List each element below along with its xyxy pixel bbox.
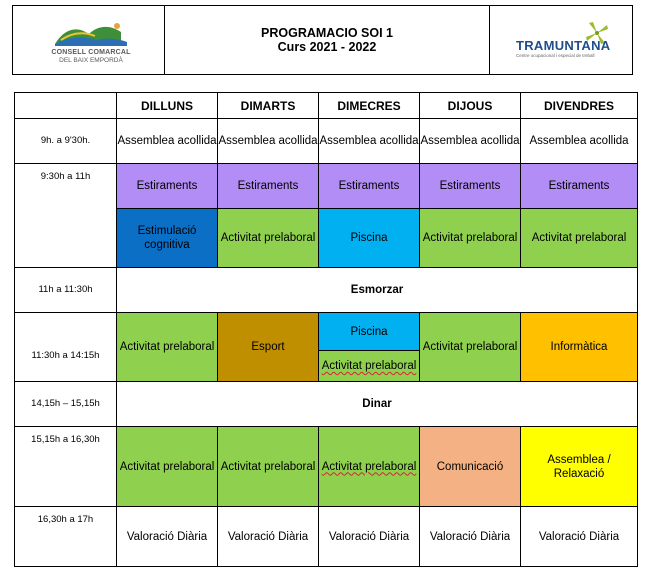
activity-cell: Assemblea acollida	[319, 119, 420, 164]
days-header-row	[15, 93, 638, 119]
page-title: PROGRAMACIO SOI 1	[261, 26, 393, 40]
day-header: DIMARTS	[218, 93, 319, 119]
activity-cell	[117, 209, 218, 268]
consell-comarcal-logo	[51, 18, 131, 66]
activity-label: Activitat prelaboral	[321, 460, 417, 473]
activity-label: Assemblea / Relaxació	[547, 453, 611, 480]
activity-cell: Valoració Diària	[521, 507, 638, 567]
activity-cell: Valoració Diària	[420, 507, 521, 567]
activity-cell	[521, 427, 638, 507]
break-cell: Dinar	[117, 382, 638, 427]
activity-cell: Activitat prelaboral	[117, 427, 218, 507]
activity-cell: Estiraments	[521, 164, 638, 209]
activity-cell: Esport	[218, 313, 319, 382]
activity-cell: Activitat prelaboral	[218, 427, 319, 507]
row-esmorzar	[15, 268, 638, 313]
landscape-logo-icon	[51, 18, 131, 50]
activity-cell: Estiraments	[117, 164, 218, 209]
activity-cell: Activitat prelaboral	[218, 209, 319, 268]
time-slot: 11:30h a 14:15h	[15, 313, 117, 382]
logo-right-name: TRAMUNTANA	[516, 38, 611, 53]
tramuntana-logo	[516, 20, 616, 64]
activity-cell: Piscina	[319, 209, 420, 268]
time-slot: 15,15h a 16,30h	[15, 427, 117, 507]
activity-cell: Assemblea acollida	[117, 119, 218, 164]
time-slot: 16,30h a 17h	[15, 507, 117, 567]
activity-cell: Estiraments	[420, 164, 521, 209]
activity-cell: Assemblea acollida	[521, 119, 638, 164]
activity-cell: Activitat prelaboral	[420, 209, 521, 268]
split-cell	[319, 313, 420, 382]
logo-cell-left	[13, 6, 165, 74]
activity-label: Activitat prelaboral	[321, 360, 417, 372]
activity-cell: Informàtica	[521, 313, 638, 382]
activity-cell	[319, 427, 420, 507]
logo-right-tagline: Centre ocupacional i especial de treball	[516, 53, 595, 58]
logo-left-line1: CONSELL COMARCAL	[51, 49, 131, 56]
activity-cell: Valoració Diària	[319, 507, 420, 567]
row-estiraments	[15, 164, 638, 209]
document-header	[12, 5, 633, 75]
time-slot: 11h a 11:30h	[15, 268, 117, 313]
schedule-table	[14, 92, 638, 567]
time-slot: 9h. a 9'30h.	[15, 119, 117, 164]
logo-cell-right	[490, 6, 632, 74]
activity-label: Estimulació cognitiva	[137, 225, 197, 251]
day-header: DILLUNS	[117, 93, 218, 119]
corner-cell	[15, 93, 117, 119]
day-header: DIVENDRES	[521, 93, 638, 119]
activity-cell: Assemblea acollida	[420, 119, 521, 164]
row-valoracio	[15, 507, 638, 567]
activity-cell: Valoració Diària	[117, 507, 218, 567]
activity-cell: Activitat prelaboral	[117, 313, 218, 382]
time-slot: 9:30h a 11h	[15, 164, 117, 268]
activity-cell: Assemblea acollida	[218, 119, 319, 164]
activity-cell	[319, 351, 419, 381]
row-dinar	[15, 382, 638, 427]
logo-left-line2: DEL BAIX EMPORDÀ	[59, 57, 123, 64]
activity-cell: Estiraments	[218, 164, 319, 209]
page-subtitle: Curs 2021 - 2022	[277, 40, 377, 54]
row-migdia	[15, 313, 638, 382]
row-assemblea	[15, 119, 638, 164]
title-cell	[165, 6, 490, 74]
activity-cell: Activitat prelaboral	[521, 209, 638, 268]
break-cell: Esmorzar	[117, 268, 638, 313]
activity-cell: Piscina	[319, 313, 419, 351]
activity-cell: Comunicació	[420, 427, 521, 507]
activity-cell: Estiraments	[319, 164, 420, 209]
day-header: DIJOUS	[420, 93, 521, 119]
time-slot: 14,15h – 15,15h	[15, 382, 117, 427]
day-header: DIMECRES	[319, 93, 420, 119]
activity-cell: Valoració Diària	[218, 507, 319, 567]
activity-cell: Activitat prelaboral	[420, 313, 521, 382]
row-tarda	[15, 427, 638, 507]
